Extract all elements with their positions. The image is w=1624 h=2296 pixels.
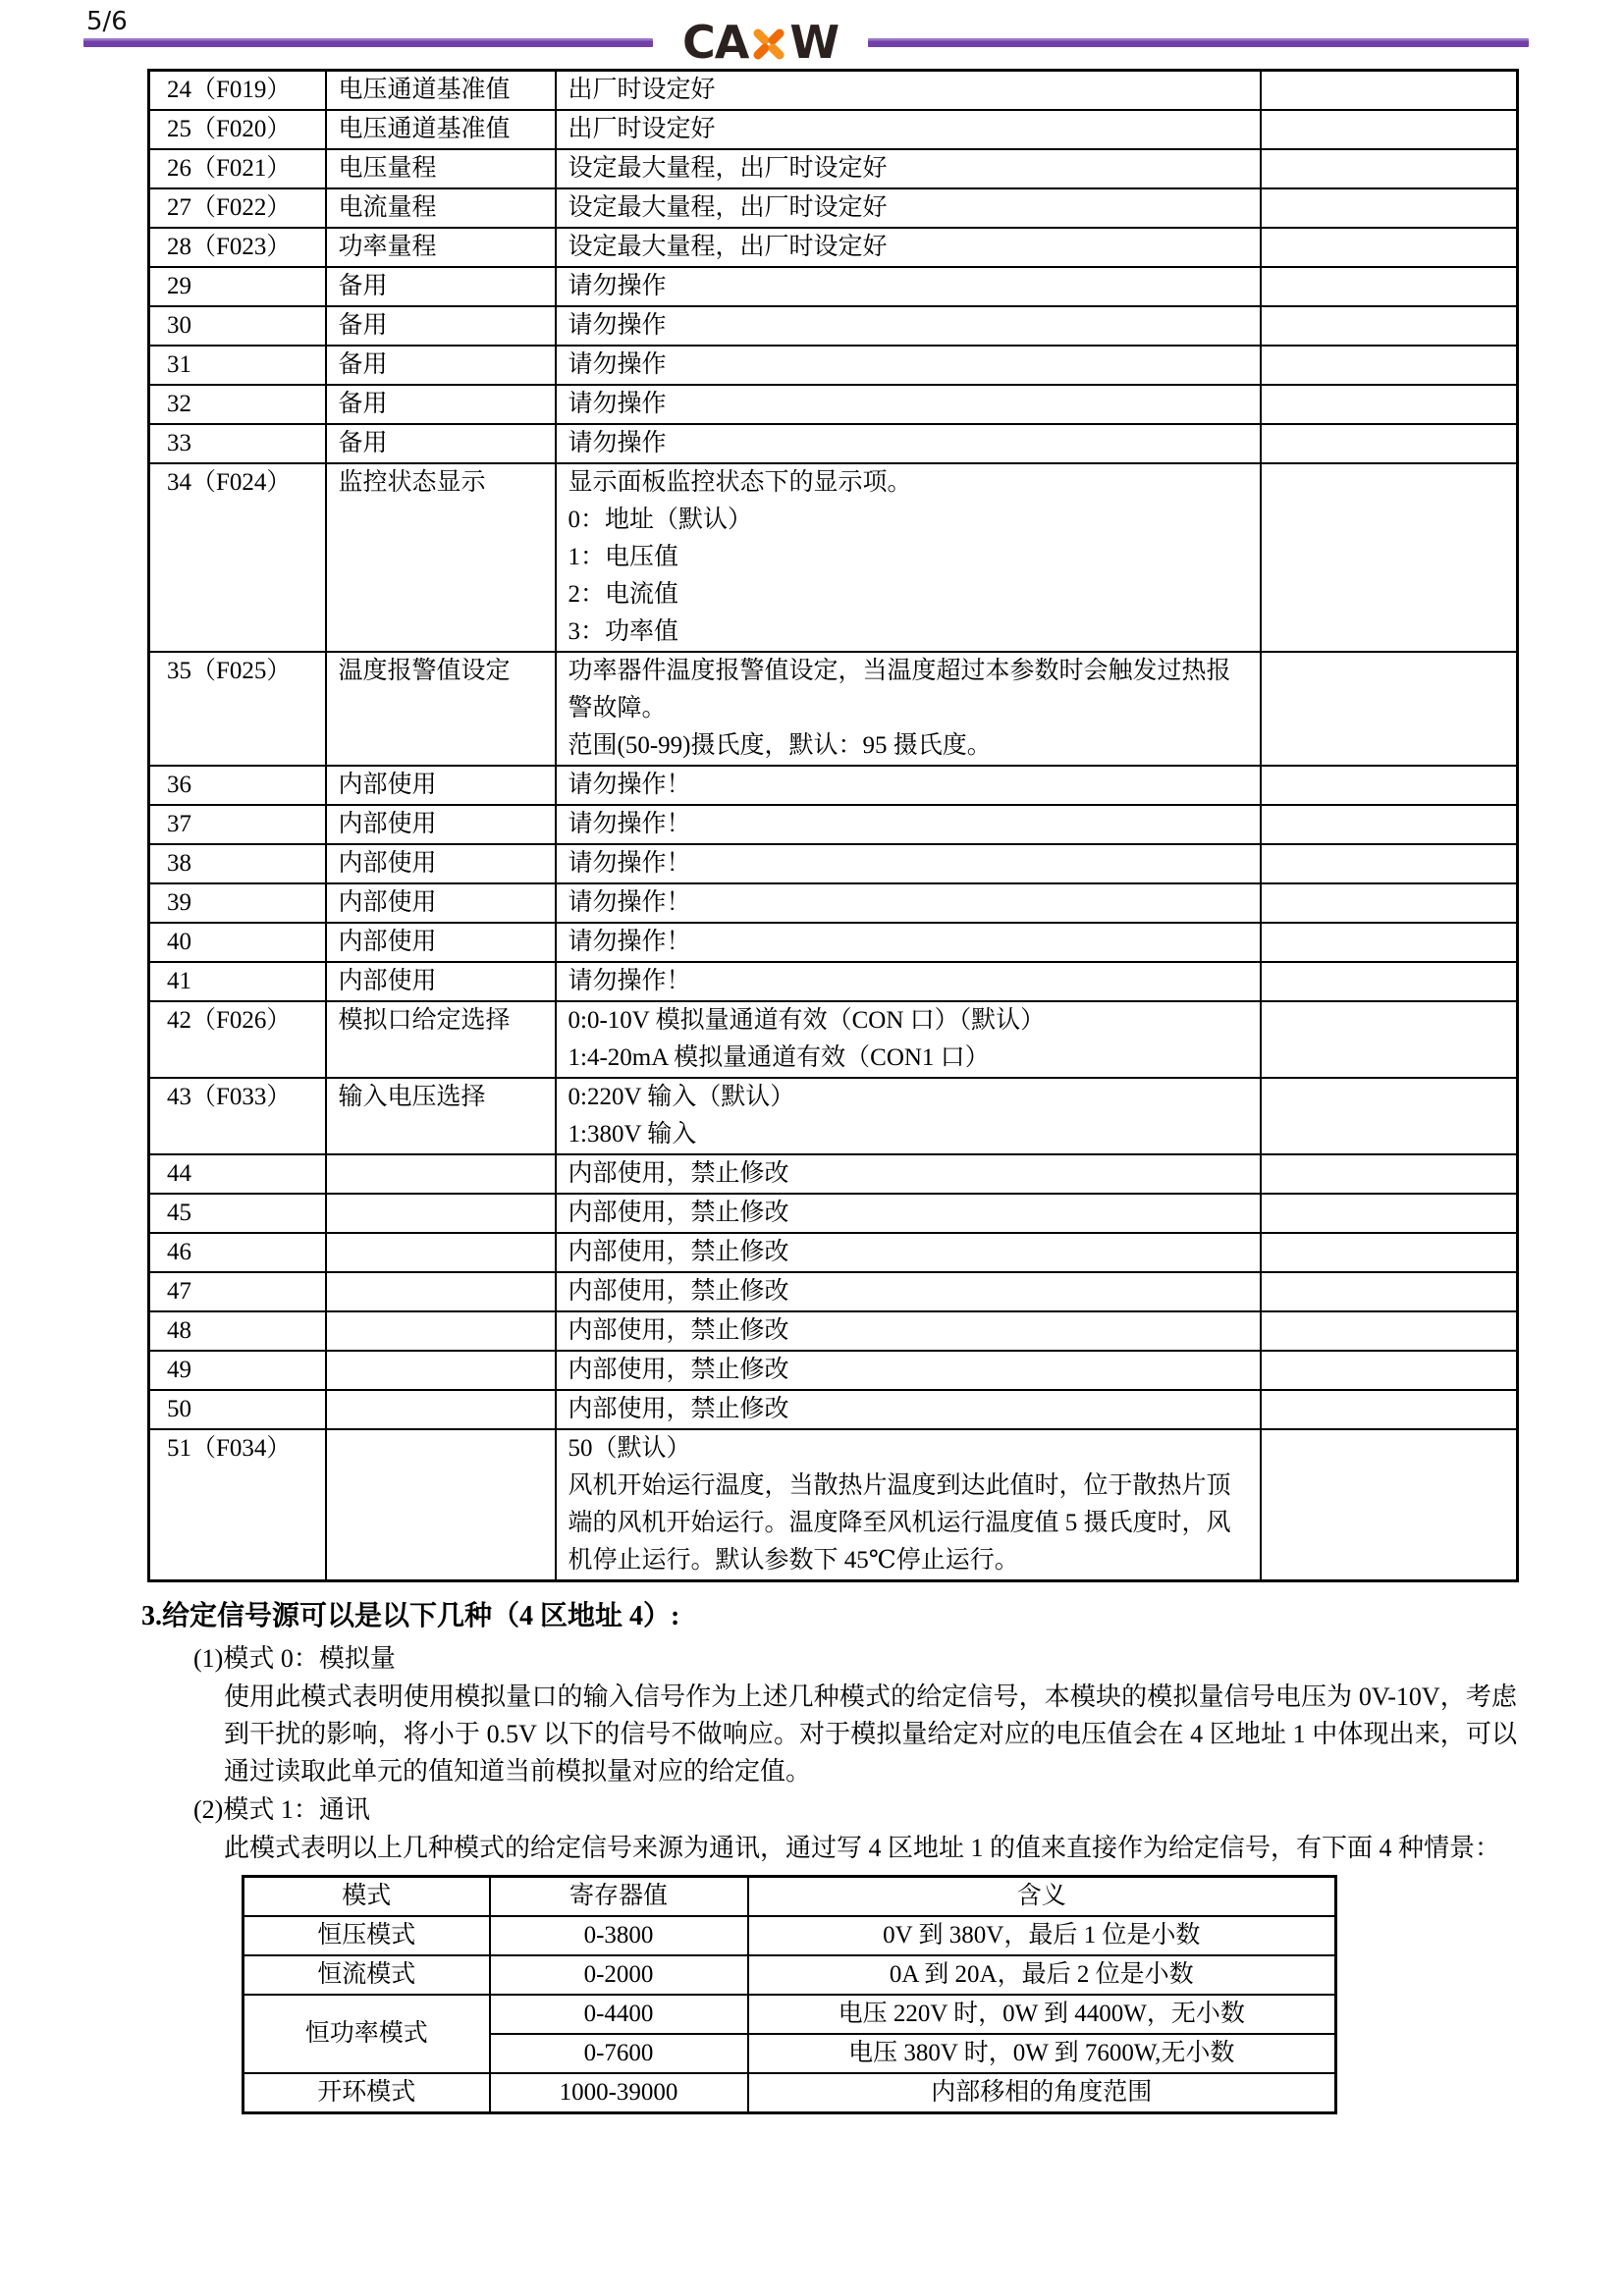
param-row <box>149 1390 1518 1429</box>
param-name-cell <box>326 1194 556 1233</box>
param-desc-cell: 请勿操作 <box>556 424 1261 463</box>
meaning-cell: 0A 到 20A，最后 2 位是小数 <box>748 1955 1336 1995</box>
param-id-cell: 28（F023） <box>149 228 326 267</box>
param-desc-cell: 50（默认） 风机开始运行温度，当散热片温度到达此值时，位于散热片顶端的风机开始运行。温度降至风机运行温度值 5 摄氏度时，风机停止运行。默认参数下 45℃停止运行。 <box>556 1429 1261 1581</box>
param-id-cell: 43（F033） <box>149 1078 326 1154</box>
param-id-cell: 33 <box>149 424 326 463</box>
param-name-cell: 内部使用 <box>326 766 556 805</box>
param-row <box>149 1154 1518 1194</box>
param-name-cell <box>326 1272 556 1311</box>
param-desc-cell: 请勿操作！ <box>556 844 1261 883</box>
param-desc-cell: 请勿操作 <box>556 306 1261 346</box>
param-note-cell <box>1261 1311 1518 1351</box>
param-desc-cell: 出厂时设定好 <box>556 110 1261 149</box>
param-row <box>149 766 1518 805</box>
param-desc-cell: 0:0-10V 模拟量通道有效（CON 口）（默认） 1:4-20mA 模拟量通道有效（CON1 口） <box>556 1001 1261 1078</box>
param-name-cell <box>326 1311 556 1351</box>
param-name-cell: 备用 <box>326 424 556 463</box>
mode-cell: 开环模式 <box>244 2073 490 2113</box>
param-row <box>149 805 1518 844</box>
param-row <box>149 883 1518 923</box>
register-col-header: 寄存器值 <box>490 1877 748 1917</box>
param-name-cell: 内部使用 <box>326 883 556 923</box>
param-desc-cell: 设定最大量程，出厂时设定好 <box>556 228 1261 267</box>
meaning-cell: 0V 到 380V，最后 1 位是小数 <box>748 1916 1336 1955</box>
param-id-cell: 34（F024） <box>149 463 326 652</box>
param-name-cell <box>326 1351 556 1390</box>
param-row <box>149 1078 1518 1154</box>
register-cell: 0-3800 <box>490 1916 748 1955</box>
param-row <box>149 110 1518 149</box>
param-note-cell <box>1261 463 1518 652</box>
param-row <box>149 424 1518 463</box>
param-name-cell: 电压通道基准值 <box>326 71 556 111</box>
param-row <box>149 385 1518 424</box>
param-desc-cell: 显示面板监控状态下的显示项。 0：地址（默认） 1：电压值 2：电流值 3：功率值 <box>556 463 1261 652</box>
param-id-cell: 39 <box>149 883 326 923</box>
register-cell: 0-7600 <box>490 2034 748 2073</box>
param-id-cell: 48 <box>149 1311 326 1351</box>
param-id-cell: 45 <box>149 1194 326 1233</box>
param-desc-cell: 请勿操作 <box>556 346 1261 385</box>
param-id-cell: 41 <box>149 962 326 1001</box>
param-note-cell <box>1261 228 1518 267</box>
param-id-cell: 32 <box>149 385 326 424</box>
param-name-cell: 模拟口给定选择 <box>326 1001 556 1078</box>
param-row <box>149 149 1518 188</box>
param-name-cell: 内部使用 <box>326 805 556 844</box>
mode-row <box>244 1995 1336 2034</box>
param-desc-cell: 设定最大量程，出厂时设定好 <box>556 188 1261 228</box>
param-row <box>149 652 1518 766</box>
param-row <box>149 267 1518 306</box>
param-note-cell <box>1261 883 1518 923</box>
param-id-cell: 27（F022） <box>149 188 326 228</box>
mode-cell: 恒压模式 <box>244 1916 490 1955</box>
param-name-cell: 输入电压选择 <box>326 1078 556 1154</box>
param-desc-cell: 设定最大量程，出厂时设定好 <box>556 149 1261 188</box>
param-desc-cell: 内部使用，禁止修改 <box>556 1194 1261 1233</box>
param-row <box>149 306 1518 346</box>
param-desc-cell: 功率器件温度报警值设定，当温度超过本参数时会触发过热报警故障。 范围(50-99)摄氏度，默认：95 摄氏度。 <box>556 652 1261 766</box>
meaning-cell: 电压 220V 时，0W 到 4400W，无小数 <box>748 1995 1336 2034</box>
param-note-cell <box>1261 1390 1518 1429</box>
param-id-cell: 35（F025） <box>149 652 326 766</box>
param-row <box>149 1272 1518 1311</box>
param-id-cell: 51（F034） <box>149 1429 326 1581</box>
param-row <box>149 1001 1518 1078</box>
param-name-cell: 内部使用 <box>326 844 556 883</box>
param-id-cell: 49 <box>149 1351 326 1390</box>
param-id-cell: 46 <box>149 1233 326 1272</box>
param-desc-cell: 内部使用，禁止修改 <box>556 1351 1261 1390</box>
param-name-cell: 备用 <box>326 306 556 346</box>
param-note-cell <box>1261 1001 1518 1078</box>
mode0-title: (1)模式 0：模拟量 <box>193 1644 396 1673</box>
mode-cell: 恒流模式 <box>244 1955 490 1995</box>
param-name-cell <box>326 1390 556 1429</box>
mode-row <box>244 1916 1336 1955</box>
brand-logo-right-text: W <box>789 16 839 69</box>
param-note-cell <box>1261 1272 1518 1311</box>
param-id-cell: 25（F020） <box>149 110 326 149</box>
param-row <box>149 463 1518 652</box>
register-cell: 0-2000 <box>490 1955 748 1995</box>
param-note-cell <box>1261 1194 1518 1233</box>
param-note-cell <box>1261 71 1518 111</box>
param-note-cell <box>1261 923 1518 962</box>
param-id-cell: 24（F019） <box>149 71 326 111</box>
mode-row <box>244 1955 1336 1995</box>
param-note-cell <box>1261 267 1518 306</box>
param-row <box>149 1194 1518 1233</box>
mode1-body: 此模式表明以上几种模式的给定信号来源为通讯，通过写 4 区地址 1 的值来直接作为给定信号，有下面 4 种情景： <box>224 1834 1501 1862</box>
header-rule-left <box>83 38 653 47</box>
param-row <box>149 923 1518 962</box>
param-note-cell <box>1261 844 1518 883</box>
meaning-cell: 内部移相的角度范围 <box>748 2073 1336 2113</box>
page-number: 5/6 <box>86 7 128 36</box>
param-name-cell: 内部使用 <box>326 923 556 962</box>
param-desc-cell: 请勿操作 <box>556 267 1261 306</box>
param-desc-cell: 内部使用，禁止修改 <box>556 1311 1261 1351</box>
param-note-cell <box>1261 149 1518 188</box>
param-id-cell: 47 <box>149 1272 326 1311</box>
header-rule-right <box>868 38 1529 47</box>
param-row <box>149 71 1518 111</box>
param-id-cell: 44 <box>149 1154 326 1194</box>
param-desc-cell: 内部使用，禁止修改 <box>556 1233 1261 1272</box>
param-desc-cell: 内部使用，禁止修改 <box>556 1272 1261 1311</box>
param-desc-cell: 0:220V 输入（默认） 1:380V 输入 <box>556 1078 1261 1154</box>
param-desc-cell: 内部使用，禁止修改 <box>556 1154 1261 1194</box>
param-desc-cell: 内部使用，禁止修改 <box>556 1390 1261 1429</box>
param-note-cell <box>1261 1351 1518 1390</box>
register-cell: 0-4400 <box>490 1995 748 2034</box>
param-note-cell <box>1261 1233 1518 1272</box>
param-note-cell <box>1261 306 1518 346</box>
param-row <box>149 962 1518 1001</box>
param-name-cell: 电压通道基准值 <box>326 110 556 149</box>
param-note-cell <box>1261 962 1518 1001</box>
orange-x-icon <box>750 26 787 63</box>
param-name-cell: 监控状态显示 <box>326 463 556 652</box>
param-desc-cell: 请勿操作！ <box>556 805 1261 844</box>
meaning-col-header: 含义 <box>748 1877 1336 1917</box>
param-id-cell: 37 <box>149 805 326 844</box>
param-row <box>149 346 1518 385</box>
param-desc-cell: 出厂时设定好 <box>556 71 1261 111</box>
param-desc-cell: 请勿操作！ <box>556 766 1261 805</box>
param-row <box>149 844 1518 883</box>
register-cell: 1000-39000 <box>490 2073 748 2113</box>
param-name-cell: 内部使用 <box>326 962 556 1001</box>
param-note-cell <box>1261 424 1518 463</box>
param-desc-cell: 请勿操作！ <box>556 923 1261 962</box>
param-id-cell: 38 <box>149 844 326 883</box>
brand-logo-left-text: CA <box>682 16 749 69</box>
param-row <box>149 1351 1518 1390</box>
param-desc-cell: 请勿操作！ <box>556 962 1261 1001</box>
param-name-cell: 温度报警值设定 <box>326 652 556 766</box>
mode-table <box>242 1875 1337 2114</box>
param-note-cell <box>1261 188 1518 228</box>
param-note-cell <box>1261 110 1518 149</box>
param-name-cell: 备用 <box>326 267 556 306</box>
mode-table-header-row <box>244 1877 1336 1917</box>
meaning-cell: 电压 380V 时，0W 到 7600W,无小数 <box>748 2034 1336 2073</box>
mode-row <box>244 2073 1336 2113</box>
param-id-cell: 42（F026） <box>149 1001 326 1078</box>
param-note-cell <box>1261 805 1518 844</box>
param-id-cell: 31 <box>149 346 326 385</box>
param-row <box>149 1233 1518 1272</box>
param-desc-cell: 请勿操作！ <box>556 883 1261 923</box>
param-row <box>149 228 1518 267</box>
mode-col-header: 模式 <box>244 1877 490 1917</box>
param-note-cell <box>1261 652 1518 766</box>
param-id-cell: 29 <box>149 267 326 306</box>
param-name-cell <box>326 1429 556 1581</box>
param-note-cell <box>1261 766 1518 805</box>
param-id-cell: 26（F021） <box>149 149 326 188</box>
param-name-cell: 电压量程 <box>326 149 556 188</box>
mode-cell: 恒功率模式 <box>244 1995 490 2073</box>
param-id-cell: 30 <box>149 306 326 346</box>
param-note-cell <box>1261 385 1518 424</box>
mode1-title: (2)模式 1：通讯 <box>193 1795 370 1824</box>
param-name-cell <box>326 1233 556 1272</box>
param-desc-cell: 请勿操作 <box>556 385 1261 424</box>
param-note-cell <box>1261 1429 1518 1581</box>
param-id-cell: 50 <box>149 1390 326 1429</box>
param-row <box>149 188 1518 228</box>
header-rule <box>83 16 1529 69</box>
param-name-cell: 备用 <box>326 346 556 385</box>
param-note-cell <box>1261 1078 1518 1154</box>
param-name-cell: 功率量程 <box>326 228 556 267</box>
param-row <box>149 1311 1518 1351</box>
section-heading: 3.给定信号源可以是以下几种（4 区地址 4）: <box>141 1601 680 1631</box>
parameter-table <box>147 69 1519 1582</box>
mode0-body: 使用此模式表明使用模拟量口的输入信号作为上述几种模式的给定信号，本模块的模拟量信号电压为 0V-10V，考虑到干扰的影响，将小于 0.5V 以下的信号不做响应。对于模拟量给定对应的电压值会在 4 区地址 1 中体现出来，可以通过读取此单元的值知道当前模拟量对应的给定值。 <box>224 1682 1517 1786</box>
param-id-cell: 36 <box>149 766 326 805</box>
brand-logo <box>682 16 839 69</box>
param-name-cell: 电流量程 <box>326 188 556 228</box>
param-id-cell: 40 <box>149 923 326 962</box>
param-name-cell: 备用 <box>326 385 556 424</box>
param-note-cell <box>1261 346 1518 385</box>
param-row <box>149 1429 1518 1581</box>
param-note-cell <box>1261 1154 1518 1194</box>
param-name-cell <box>326 1154 556 1194</box>
